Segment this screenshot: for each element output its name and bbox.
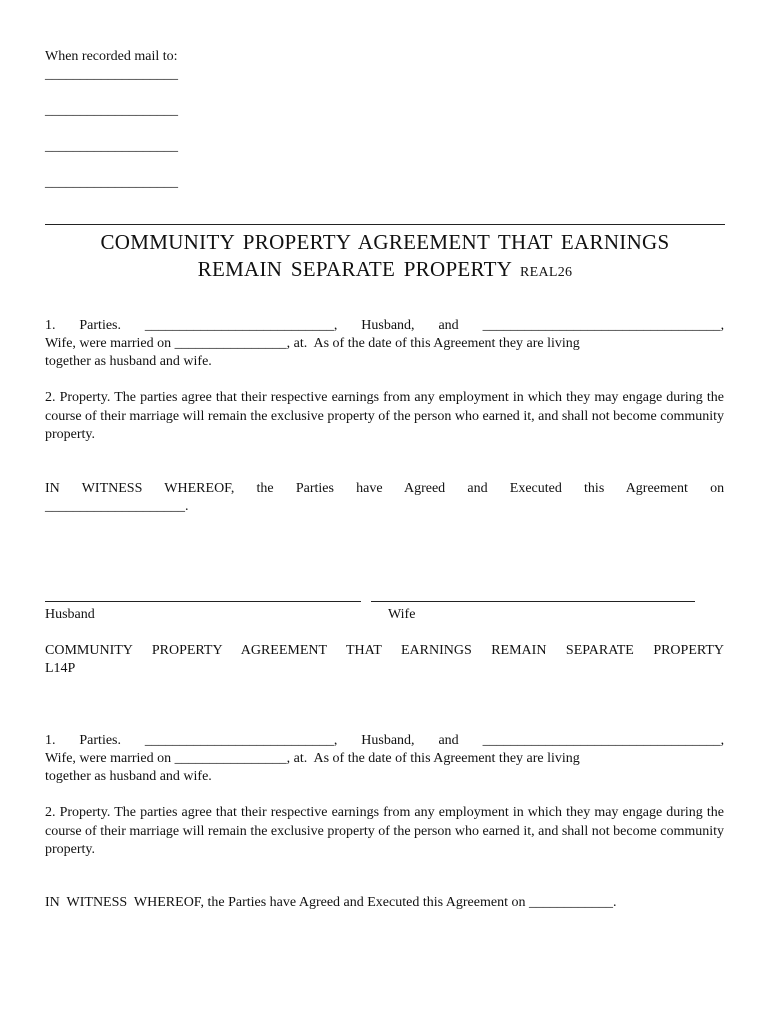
form2-parties-line3: together as husband and wife. [45,769,212,784]
form1-property-paragraph: 2. Property. The parties agree that their respective earnings from any employment in which they may engage during the course of their marriage will remain the exclusive property of the person who earned it, and shall not become community property. [45,390,724,442]
form2-title-line: COMMUNITY PROPERTY AGREEMENT THAT EARNINGS REMAIN SEPARATE PROPERTY [45,643,725,658]
form2-parties-line1: 1. Parties. ___________________________, Husband, and __________________________________, [45,733,725,748]
form1-parties-line2: Wife, were married on ________________, at. As of the date of this Agreement they are living [45,336,580,351]
header-divider [45,224,725,225]
form1-title-line1: COMMUNITY PROPERTY AGREEMENT THAT EARNINGS [100,230,670,254]
mail-to-label: When recorded mail to: [45,49,178,64]
form2-wife-blank[interactable]: __________________________________, [482,733,725,748]
form2-property-paragraph: 2. Property. The parties agree that their respective earnings from any employment in which they may engage during the course of their marriage will remain the exclusive property of the person who earned it, and shall not become community property. [45,805,724,857]
husband-signature-label: Husband [45,607,95,622]
form2-parties-line2: Wife, were married on ________________, at. As of the date of this Agreement they are living [45,751,580,766]
mail-to-line-3[interactable]: ___________________ [45,139,178,154]
form1-husband-blank[interactable]: ___________________________, [144,318,338,333]
form1-witness-date-blank[interactable]: ____________________. [45,499,189,514]
form2-husband-blank[interactable]: ___________________________, [144,733,338,748]
form1-witness-line: IN WITNESS WHEREOF, the Parties have Agreed and Executed this Agreement on [45,481,725,496]
form1-parties-line3: together as husband and wife. [45,354,212,369]
mail-to-line-4[interactable]: ___________________ [45,175,178,190]
husband-signature-line[interactable] [45,601,361,602]
form2-form-code: L14P [45,661,76,676]
wife-signature-label: Wife [388,607,416,622]
mail-to-line-2[interactable]: ___________________ [45,103,178,118]
form2-witness-line: IN WITNESS WHEREOF, the Parties have Agreed and Executed this Agreement on ____________. [45,895,617,910]
form1-title-line2: REMAIN SEPARATE PROPERTY REAL26 [197,257,573,281]
wife-signature-line[interactable] [371,601,695,602]
form1-form-code: REAL26 [519,265,573,280]
form1-wife-blank[interactable]: __________________________________, [482,318,725,333]
form1-parties-line1: 1. Parties. ___________________________, Husband, and __________________________________, [45,318,725,333]
mail-to-line-1[interactable]: ___________________ [45,67,178,82]
